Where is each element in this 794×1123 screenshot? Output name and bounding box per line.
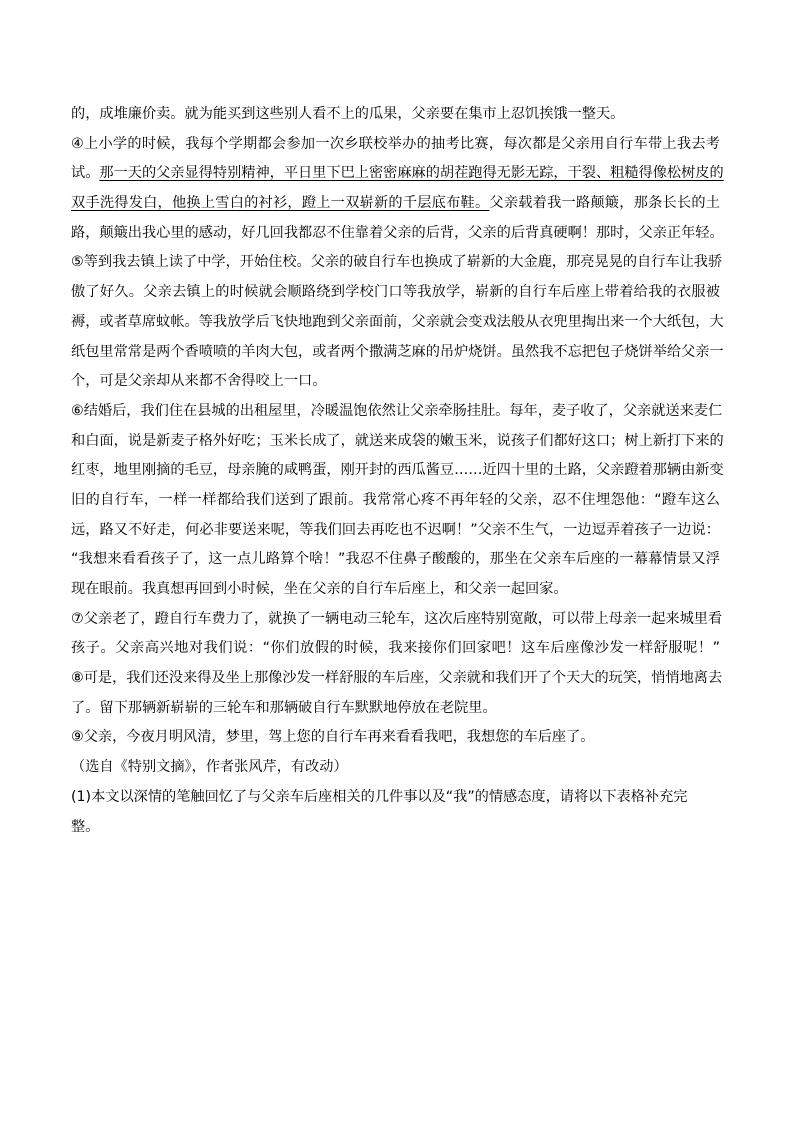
line-text: 整。: [71, 818, 100, 835]
text-line-19: [71, 634, 720, 664]
line-text: ⑥结婚后，我们住在县城的出租屋里，冷暖温饱依然让父亲牵肠挂肚。每年，麦子收了，父亲就送来麦仁: [71, 402, 723, 419]
line-text: (1)本文以深情的笔触回忆了与父亲车后座相关的几件事以及“我”的情感态度，请将以下表格补充完: [71, 788, 688, 805]
text-line-12: [71, 427, 724, 457]
text-line-9: [71, 338, 724, 368]
line-text: ⑨父亲，今夜月明风清，梦里，驾上您的自行车再来看看我吧，我想您的车后座了。: [71, 729, 595, 746]
line-text: 孩子。父亲高兴地对我们说：“你们放假的时候，我来接你们回家吧！这车后座像沙发一样舒服呢！”: [71, 640, 720, 657]
line-text: 旧的自行车，一样一样都给我们送到了跟前。我常常心疼不再年轻的父亲，忍不住埋怨他：“蹬车这么: [71, 491, 720, 508]
line-text: 个，可是父亲却从来都不舍得咬上一口。: [71, 373, 327, 390]
text-line-4: [71, 189, 720, 219]
line-text: 现在眼前。我真想再回到小时候，坐在父亲的自行车后座上，和父亲一起回家。: [71, 581, 568, 597]
text-line-23: [71, 753, 720, 783]
underlined-text: 双手洗得发白，他换上雪白的衬衫，蹬上一双崭新的千层底布鞋。: [71, 195, 490, 212]
line-text: 红枣，地里刚摘的毛豆，母亲腌的咸鸭蛋，刚开封的西瓜酱豆……近四十里的土路，父亲蹬着那辆由新变: [71, 462, 724, 479]
line-text: ④上小学的时候，我每个学期都会参加一次乡联校举办的抽考比赛，每次都是父亲用自行车带上我去考: [71, 135, 720, 152]
line-text: 褥，或者草席蚊帐。等我放学后飞快地跑到父亲面前，父亲就会变戏法般从衣兜里掏出来一个大纸包，大: [71, 313, 724, 330]
line-text: 远，路又不好走，何必非要送来呢，等我们回去再吃也不迟啊！”父亲不生气，一边逗弄着孩子一边说：: [71, 521, 720, 538]
line-text: 试。: [71, 165, 100, 182]
line-text: 纸包里常常是两个香喷喷的羊肉大包，或者两个撒满芝麻的吊炉烧饼。虽然我不忘把包子烧饼举给父亲一: [71, 343, 724, 360]
text-line-16: [71, 545, 720, 575]
text-line-3: [71, 159, 724, 189]
text-line-2: [71, 130, 720, 160]
text-line-15: [71, 516, 720, 546]
line-text: 傲了好久。父亲去镇上的时候就会顺路绕到学校门口等我放学，崭新的自行车后座上带着给我的衣服被: [71, 284, 720, 301]
line-text: “我想来看看孩子了，这一点儿路算个啥！”我忍不住鼻子酸酸的，那坐在父亲车后座的一幕幕情景又浮: [71, 551, 720, 568]
line-text: ⑦父亲老了，蹬自行车费力了，就换了一辆电动三轮车，这次后座特别宽敞，可以带上母亲一起来城里看: [71, 610, 723, 627]
line-text: ⑤等到我去镇上读了中学，开始住校。父亲的破自行车也换成了崭新的大金鹿，那亮晃晃的自行车让我骄: [71, 254, 723, 271]
text-line-10: [71, 367, 720, 397]
text-line-17: [71, 575, 720, 605]
line-text: 路，颠簸出我心里的感动，好几回我都忍不住靠着父亲的后背，父亲的后背真硬啊！那时，父亲正年轻。: [71, 224, 724, 241]
text-line-13: [71, 456, 724, 486]
text-line-25: [71, 813, 720, 843]
text-line-21: [71, 694, 720, 724]
text-line-5: [71, 219, 724, 249]
text-line-14: [71, 486, 720, 516]
text-line-18: [71, 605, 723, 635]
text-line-6: [71, 248, 723, 278]
text-line-22: [71, 723, 720, 753]
line-text: 的，成堆廉价卖。就为能买到这些别人看不上的瓜果，父亲要在集市上忍饥挨饿一整天。: [71, 106, 625, 122]
text-line-20: [71, 664, 723, 694]
text-line-8: [71, 308, 724, 338]
text-line-1: [71, 100, 720, 130]
line-text: 了。留下那辆新崭崭的三轮车和那辆破自行车默默地停放在老院里。: [71, 699, 497, 716]
line-text: 父亲载着我一路颠簸，那条长长的土: [489, 195, 720, 212]
text-line-24: [71, 783, 720, 813]
line-text: ⑧可是，我们还没来得及坐上那像沙发一样舒服的车后座，父亲就和我们开了个天大的玩笑，悄悄地离去: [71, 670, 723, 687]
line-text: 和白面，说是新麦子格外好吃；玉米长成了，就送来成袋的嫩玉米，说孩子们都好这口；树上新打下来的: [71, 432, 724, 449]
underlined-text: 那一天的父亲显得特别精神，平日里下巴上密密麻麻的胡茬跑得无影无踪，干裂、粗糙得像松树皮的: [99, 165, 724, 182]
line-text: （选自《特别文摘》，作者张风芹，有改动）: [71, 759, 348, 776]
text-line-7: [71, 278, 720, 308]
text-line-11: [71, 397, 723, 427]
